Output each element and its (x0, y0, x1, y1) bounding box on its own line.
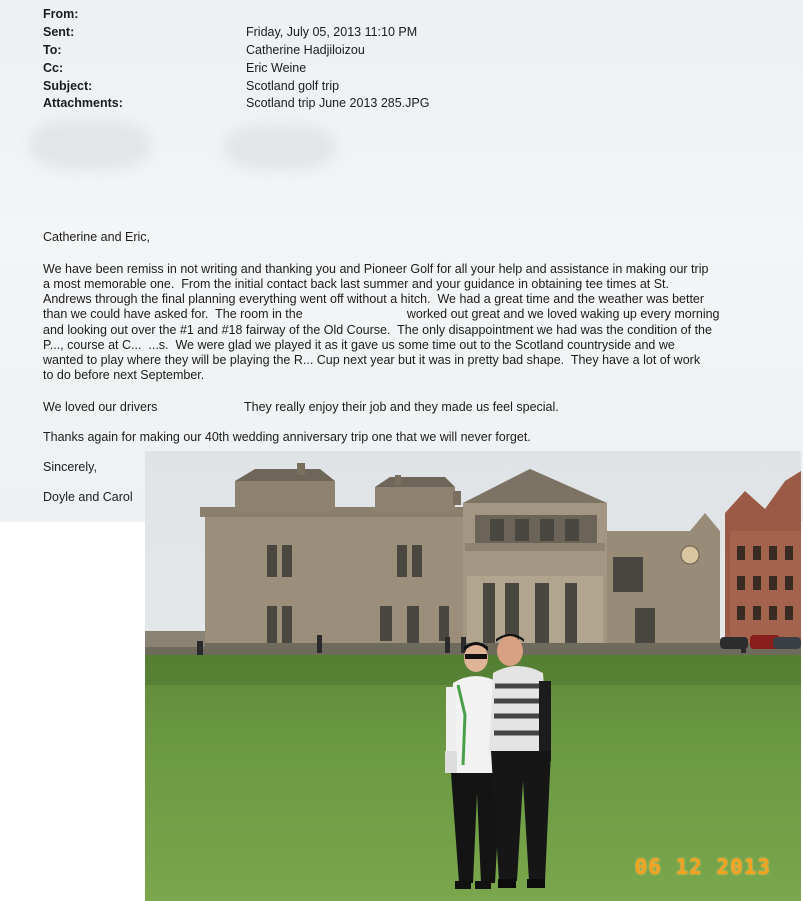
golf-trip-photo (145, 451, 801, 901)
subject-value: Scotland golf trip (246, 79, 340, 93)
attachments-label: Attachments: (43, 96, 123, 110)
greeting: Catherine and Eric, (43, 230, 151, 244)
photo-illustration (145, 451, 801, 901)
to-label: To: (43, 43, 62, 57)
cc-value: Eric Weine (246, 61, 307, 75)
paragraph-line: Andrews through the final planning everything went off without a hitch. We had a great time and the weather was better (43, 292, 705, 306)
scan-smudge (30, 120, 150, 170)
photo-date-stamp: 06 12 2013 (634, 855, 771, 879)
sent-label: Sent: (43, 25, 75, 39)
drivers-paragraph: We loved our drivers They really enjoy their job and they made us feel special. (43, 400, 559, 414)
thanks-paragraph: Thanks again for making our 40th wedding anniversary trip one that we will never forget. (43, 430, 531, 444)
sent-value: Friday, July 05, 2013 11:10 PM (246, 25, 418, 39)
paragraph-line: a most memorable one. From the initial contact back last summer and your guidance in obtaining tee times at St. (43, 277, 670, 291)
paragraph-line: wanted to play where they will be playing the R... Cup next year but it was in pretty bad shape. They have a lot of work (43, 353, 701, 367)
paragraph-line: We have been remiss in not writing and thanking you and Pioneer Golf for all your help and assistance in making our trip (43, 262, 709, 276)
paragraph-line: to do before next September. (43, 368, 205, 382)
subject-label: Subject: (43, 79, 93, 93)
attachments-value: Scotland trip June 2013 285.JPG (246, 96, 430, 110)
parked-cars (720, 635, 801, 649)
scan-smudge (225, 125, 335, 170)
cc-label: Cc: (43, 61, 64, 75)
from-label: From: (43, 7, 79, 21)
paragraph-line: than we could have asked for. The room in the worked out great and we loved waking up every morning (43, 307, 720, 321)
signature: Doyle and Carol (43, 490, 133, 504)
to-value: Catherine Hadjiloizou (246, 43, 365, 57)
paragraph-line: and looking out over the #1 and #18 fairway of the Old Course. The only disappointment we had was the condition of the (43, 323, 712, 337)
closing: Sincerely, (43, 460, 97, 474)
paragraph-line: P..., course at C... ...s. We were glad we played it as it gave us some time out to the Scotland countryside and we (43, 338, 675, 352)
